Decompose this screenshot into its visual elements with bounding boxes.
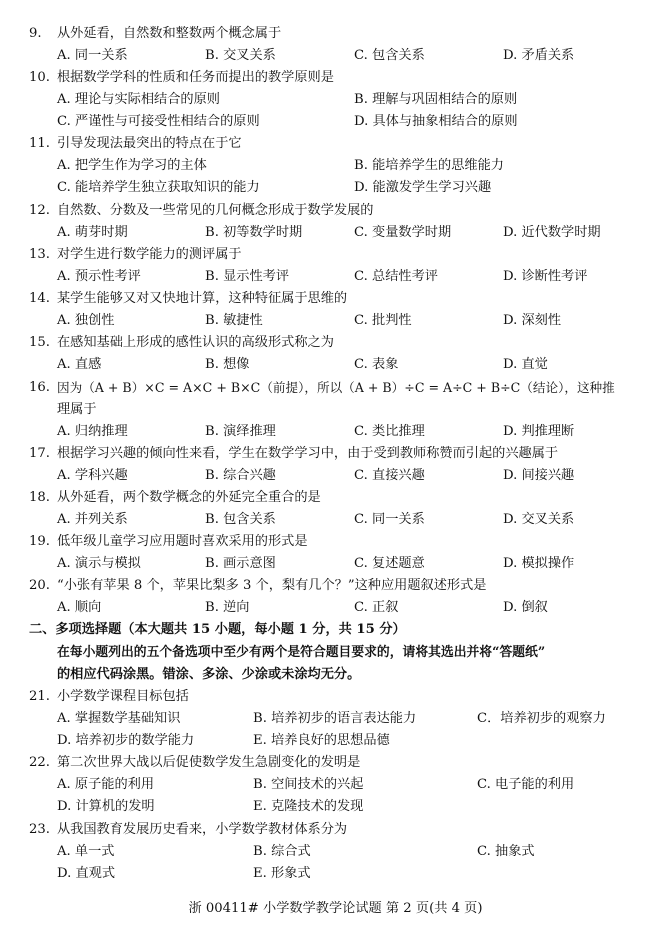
question-text: 小学数学课程目标包括 [57, 689, 189, 704]
option-d: D. 能激发学生学习兴趣 [354, 180, 492, 195]
option-d: D. 近代数学时期 [503, 225, 601, 240]
option-c: C. 同一关系 [354, 512, 425, 527]
option-c: C. 直接兴趣 [354, 468, 425, 483]
option-a: A. 预示性考评 [57, 269, 141, 284]
option-d: D. 直观式 [57, 866, 116, 881]
option-d: D. 深刻性 [503, 313, 562, 328]
option-d: D. 模拟操作 [503, 556, 575, 571]
question-number: 22. [29, 755, 50, 770]
option-a: A. 演示与模拟 [57, 556, 141, 571]
question-text: 第二次世界大战以后促使数学发生急剧变化的发明是 [57, 755, 361, 770]
question-number: 23. [29, 822, 50, 837]
option-c: C. 表象 [354, 357, 399, 372]
question-text: 从外延看，两个数学概念的外延完全重合的是 [57, 490, 321, 505]
question-text: 根据学习兴趣的倾向性来看，学生在数学学习中，由于受到教师称赞而引起的兴趣属于 [57, 446, 559, 461]
question-text: 从外延看，自然数和整数两个概念属于 [57, 26, 282, 41]
option-a: A. 并列关系 [57, 512, 128, 527]
option-c: C. 电子能的利用 [477, 777, 575, 792]
option-b: B. 能培养学生的思维能力 [354, 158, 504, 173]
option-a: A. 学科兴趣 [57, 468, 128, 483]
question-number: 19. [29, 534, 50, 549]
option-b: B. 初等数学时期 [205, 225, 303, 240]
option-e: E. 形象式 [253, 866, 311, 881]
option-d: D. 交叉关系 [503, 512, 575, 527]
section-title: 二、多项选择题（本大题共 15 小题，每小题 1 分，共 15 分） [29, 622, 406, 637]
option-b: B. 显示性考评 [205, 269, 290, 284]
option-a: A. 掌握数学基础知识 [57, 711, 181, 726]
question-text: 自然数、分数及一些常见的几何概念形成于数学发展的 [57, 203, 374, 218]
option-a: A. 原子能的利用 [57, 777, 155, 792]
instructions-line-1: 在每小题列出的五个备选项中至少有两个是符合题目要求的，请将其选出并将“答题纸” [57, 645, 546, 660]
question-number: 17. [29, 446, 50, 461]
option-b: B. 包含关系 [205, 512, 276, 527]
option-d: D. 培养初步的数学能力 [57, 733, 195, 748]
question-number: 14. [29, 291, 50, 306]
question-text-continued: 理属于 [57, 402, 97, 417]
option-a: A. 直感 [57, 357, 102, 372]
option-a: A. 归纳推理 [57, 424, 128, 439]
option-a: A. 独创性 [57, 313, 115, 328]
option-c: C．培养初步的观察力 [477, 711, 606, 726]
question-text: 因为（A + B）×C = A×C + B×C（前提），所以（A + B）÷C = A÷C + B÷C（结论），这种推 [57, 380, 615, 395]
question-number: 15. [29, 335, 50, 350]
option-a: A. 同一关系 [57, 48, 128, 63]
question-number: 16. [29, 380, 50, 395]
question-text: “小张有苹果 8 个，苹果比梨多 3 个，梨有几个？”这种应用题叙述形式是 [57, 578, 487, 593]
option-b: B. 综合式 [253, 844, 311, 859]
option-b: B. 理解与巩固相结合的原则 [354, 92, 518, 107]
option-c: C. 复述题意 [354, 556, 425, 571]
option-c: C. 变量数学时期 [354, 225, 452, 240]
option-b: B. 敏捷性 [205, 313, 263, 328]
option-c: C. 能培养学生独立获取知识的能力 [57, 180, 260, 195]
option-a: A. 单一式 [57, 844, 115, 859]
question-text: 从我国教育发展历史看来，小学数学教材体系分为 [57, 822, 348, 837]
question-text: 在感知基础上形成的感性认识的高级形式称之为 [57, 335, 334, 350]
option-d: D. 直觉 [503, 357, 548, 372]
option-d: D. 倒叙 [503, 600, 548, 615]
option-b: B. 画示意图 [205, 556, 276, 571]
question-number: 13. [29, 247, 50, 262]
option-d: D. 计算机的发明 [57, 799, 155, 814]
option-c: C. 抽象式 [477, 844, 535, 859]
option-d: D. 判推理断 [503, 424, 575, 439]
option-b: B. 培养初步的语言表达能力 [253, 711, 417, 726]
option-b: B. 交叉关系 [205, 48, 276, 63]
question-text: 根据数学学科的性质和任务而提出的教学原则是 [57, 70, 334, 85]
option-d: D. 间接兴趣 [503, 468, 575, 483]
question-number: 12. [29, 203, 50, 218]
question-number: 11. [29, 136, 50, 151]
question-number: 21. [29, 689, 50, 704]
option-a: A. 萌芽时期 [57, 225, 128, 240]
instructions-line-2: 的相应代码涂黑。错涂、多涂、少涂或未涂均无分。 [57, 667, 361, 682]
question-text: 某学生能够又对又快地计算，这种特征属于思维的 [57, 291, 348, 306]
option-c: C. 类比推理 [354, 424, 425, 439]
question-number: 9. [29, 26, 42, 41]
question-number: 18. [29, 490, 50, 505]
question-text: 引导发现法最突出的特点在于它 [57, 136, 242, 151]
option-b: B. 想像 [205, 357, 250, 372]
question-text: 对学生进行数学能力的测评属于 [57, 247, 242, 262]
option-b: B. 综合兴趣 [205, 468, 276, 483]
option-b: B. 空间技术的兴起 [253, 777, 364, 792]
question-number: 20. [29, 578, 50, 593]
option-c: C. 严谨性与可接受性相结合的原则 [57, 114, 260, 129]
page-footer: 浙 00411# 小学数学教学论试题 第 2 页(共 4 页) [188, 901, 483, 916]
option-a: A. 顺向 [57, 600, 102, 615]
option-a: A. 把学生作为学习的主体 [57, 158, 207, 173]
option-b: B. 逆向 [205, 600, 250, 615]
option-d: D. 具体与抽象相结合的原则 [354, 114, 518, 129]
option-a: A. 理论与实际相结合的原则 [57, 92, 220, 107]
option-d: D. 矛盾关系 [503, 48, 575, 63]
question-text: 低年级儿童学习应用题时喜欢采用的形式是 [57, 534, 308, 549]
option-b: B. 演绎推理 [205, 424, 276, 439]
option-c: C. 正叙 [354, 600, 399, 615]
question-number: 10. [29, 70, 50, 85]
option-c: C. 包含关系 [354, 48, 425, 63]
option-e: E. 培养良好的思想品德 [253, 733, 390, 748]
option-c: C. 批判性 [354, 313, 412, 328]
option-d: D. 诊断性考评 [503, 269, 588, 284]
option-c: C. 总结性考评 [354, 269, 438, 284]
option-e: E. 克隆技术的发现 [253, 799, 364, 814]
